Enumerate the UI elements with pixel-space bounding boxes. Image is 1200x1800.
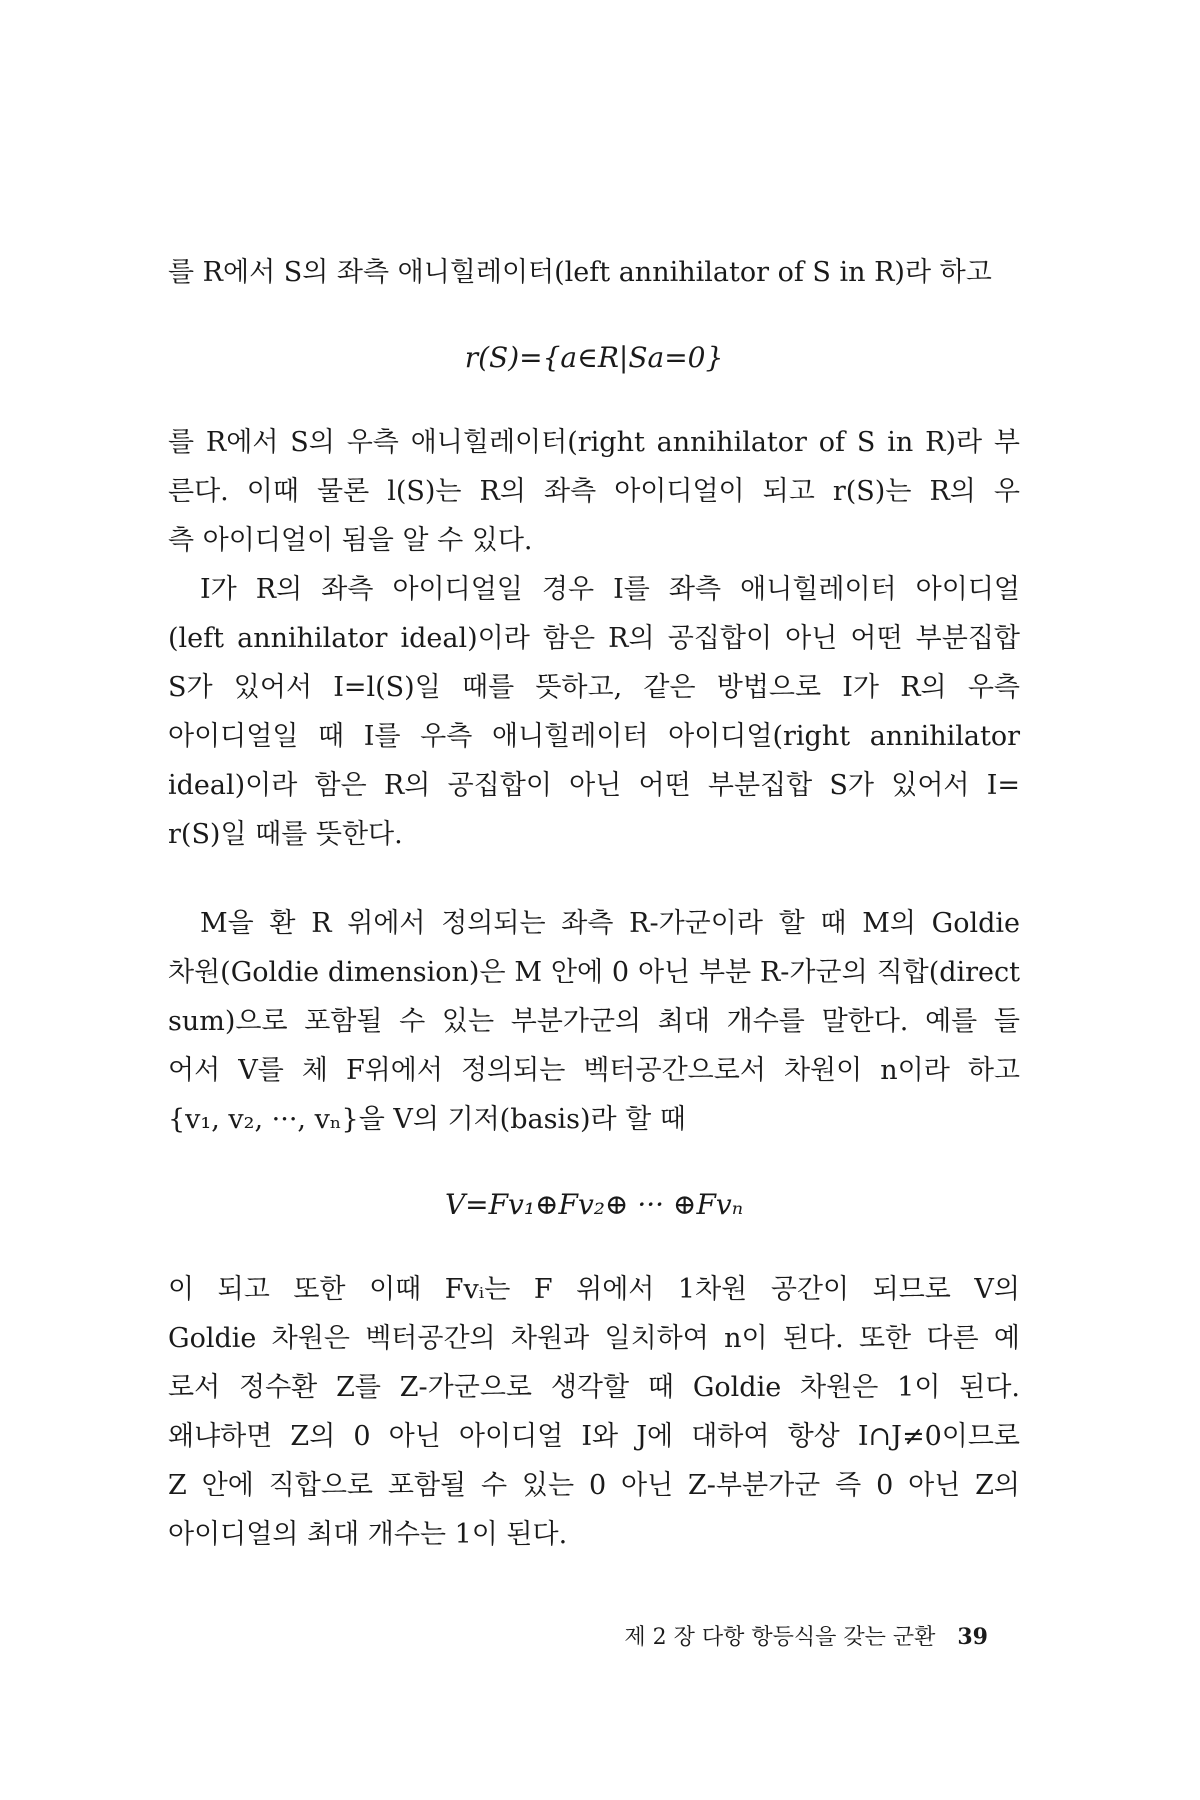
text-line: 른다. 이때 물론 l(S)는 R의 좌측 아이디얼이 되고 r(S)는 R의 우 — [168, 476, 1021, 507]
text-line: r(S)일 때를 뜻한다. — [168, 819, 403, 850]
formula-direct-sum: V=Fv₁⊕Fv₂⊕ ··· ⊕Fvₙ — [444, 1188, 744, 1221]
text-line: ideal)이라 함은 R의 공집합이 아닌 어떤 부분집합 S가 있어서 I= — [168, 770, 1020, 801]
text-line: Z 안에 직합으로 포함될 수 있는 0 아닌 Z-부분가군 즉 0 아닌 Z의 — [168, 1470, 1020, 1501]
running-head: 제 2 장 다항 항등식을 갖는 군환 — [624, 1625, 936, 1650]
text-line: I가 R의 좌측 아이디얼일 경우 I를 좌측 애니힐레이터 아이디얼 — [200, 574, 1020, 605]
page-number: 39 — [957, 1624, 988, 1650]
text-line: 를 R에서 S의 좌측 애니힐레이터(left annihilator of S in R)라 하고 — [168, 257, 992, 288]
text-line: S가 있어서 I=l(S)일 때를 뜻하고, 같은 방법으로 I가 R의 우측 — [168, 672, 1020, 703]
text-line: 이 되고 또한 이때 Fvᵢ는 F 위에서 1차원 공간이 되므로 V의 — [168, 1274, 1020, 1305]
page-footer — [568, 1620, 988, 1651]
text-line: 아이디얼일 때 I를 우측 애니힐레이터 아이디얼(right annihilator — [168, 721, 1020, 752]
text-line: 로서 정수환 Z를 Z-가군으로 생각할 때 Goldie 차원은 1이 된다. — [168, 1372, 1020, 1403]
body-text — [168, 248, 1020, 1559]
text-line: 왜냐하면 Z의 0 아닌 아이디얼 I와 J에 대하여 항상 I∩J≠0이므로 — [168, 1421, 1020, 1452]
text-line: 를 R에서 S의 우측 애니힐레이터(right annihilator of S in R)라 부 — [168, 427, 1020, 458]
text-line: 어서 V를 체 F위에서 정의되는 벡터공간으로서 차원이 n이라 하고 — [168, 1055, 1020, 1086]
formula-right-annihilator: r(S)={a∈R|Sa=0} — [464, 341, 724, 374]
text-line: sum)으로 포함될 수 있는 부분가군의 최대 개수를 말한다. 예를 들 — [168, 1006, 1020, 1037]
text-line: 측 아이디얼이 됨을 알 수 있다. — [168, 525, 533, 556]
text-line: 아이디얼의 최대 개수는 1이 된다. — [168, 1519, 568, 1550]
text-line: Goldie 차원은 벡터공간의 차원과 일치하여 n이 된다. 또한 다른 예 — [168, 1323, 1020, 1354]
text-line: (left annihilator ideal)이라 함은 R의 공집합이 아닌 어떤 부분집합 — [168, 623, 1020, 654]
text-line: M을 환 R 위에서 정의되는 좌측 R-가군이라 할 때 M의 Goldie — [200, 908, 1020, 939]
text-line: {v₁, v₂, ···, vₙ}을 V의 기저(basis)라 할 때 — [168, 1104, 686, 1135]
text-line: 차원(Goldie dimension)은 M 안에 0 아닌 부분 R-가군의 직합(direct — [168, 957, 1020, 988]
